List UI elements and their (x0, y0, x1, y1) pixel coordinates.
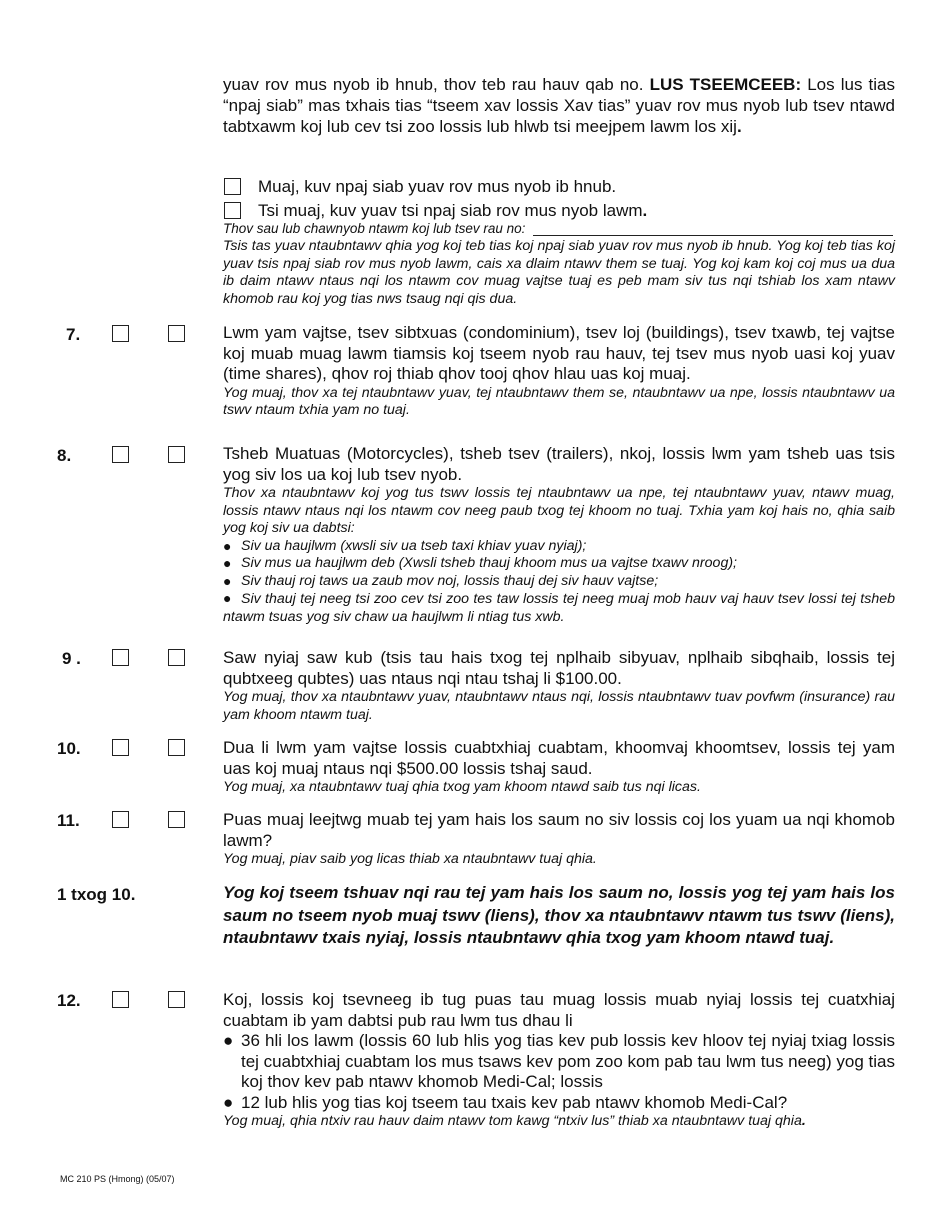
question-7-yes-checkbox[interactable] (112, 325, 129, 342)
important-label: LUS TSEEMCEEB: (649, 75, 802, 94)
option-no-period: . (642, 201, 648, 220)
bullet-dot: ● (223, 1031, 234, 1050)
question-10-no-checkbox[interactable] (168, 739, 185, 756)
question-9-text: Saw nyiaj saw kub (tsis tau hais txog tej nplhaib sibyuav, nplhaib sibqhaib, lossis tej qubtxeeg qubtes) uas ntaus nqi ntau tshaj li $100.00. (223, 648, 895, 688)
question-8-note: Thov xa ntaubntawv koj yog tus tswv lossis tej ntaubntawv ua npe, tej ntaubntawv yuav, ntawv muag, lossis ntawv ntaus nqi los ntawm cov neeg paub txog tej khoom no tuaj. Txhia yam koj hais no, qhia saib yog koj siv ua dabtsi: (223, 485, 895, 536)
question-12-bullet-1: ● 36 hli los lawm (lossis 60 lub hlis yog tias kev pub lossis kev hloov tej nyiaj txiag lossis tej cuabtxhiaj cuabtam los mus tsaws kev pom zoo kom pab tau lwm tus neeg) yog tias koj thov kev pab ntawv khomob Medi-Cal; lossis (223, 1031, 895, 1091)
question-12-number: 12. (57, 991, 81, 1010)
question-7-no-checkbox[interactable] (168, 325, 185, 342)
bullet-dot: ● (223, 590, 232, 606)
question-8-text: Tsheb Muatuas (Motorcycles), tsheb tsev (trailers), nkoj, lossis lwm yam tsheb uas tsis yog siv los ua koj lub tsev nyob. (223, 444, 895, 484)
question-9-number: 9 . (62, 649, 81, 668)
question-8 (223, 444, 895, 626)
intro-note: Tsis tas yuav ntaubntawv qhia yog koj teb tias koj npaj siab yuav rov mus nyob ib hnub. Yog koj teb tias koj yuav tsis npaj siab rov mus nyob lawm, cais xa dlaim ntawv them se tuaj. Yog koj kam koj coj mus ua dua ib daim ntawv ntaus nqi los ntawm cov muag vajtse tuaj es peb mam siv tus nqi tshiab los xam ntawv khomob rau koj yog tias nws tsaug nqi qis dua. (223, 238, 895, 307)
question-8-bullet-1: ● Siv ua haujlwm (xwsli siv ua tseb taxi khiav yuav nyiaj); (223, 537, 587, 554)
question-11-yes-checkbox[interactable] (112, 811, 129, 828)
intro-text-b: Los lus tias “npaj siab” mas txhais tias “tseem xav lossis Xav tias” yuav rov mus nyob lub tsev ntawd tabtxawm koj lub cev tsi zoo lossis lub hlwb tsi meejpem lawm los xij (223, 75, 895, 136)
question-7-text: Lwm yam vajtse, tsev sibtxuas (condominium), tsev loj (buildings), tsev txawb, tej vajtse koj muab muag lawm tiamsis koj tseem nyob rau hauv, tej tsev mus nyob uasi koj yuav (time shares), qhov roj thiab qhov tooj qhov hlau uas koj muaj. (223, 323, 895, 383)
summary-label: 1 txog 10. (57, 885, 136, 904)
question-10-text: Dua li lwm yam vajtse lossis cuabtxhiaj cuabtam, khoomvaj khoomtsev, lossis tej yam uas koj muaj ntaus nqi $500.00 lossis tshaj saud. (223, 738, 895, 778)
question-10-number: 10. (57, 739, 81, 758)
question-8-number: 8. (57, 446, 72, 465)
question-8-yes-checkbox[interactable] (112, 446, 129, 463)
option-yes-checkbox[interactable] (224, 178, 241, 195)
bullet-dot: ● (223, 1092, 234, 1112)
question-9 (223, 648, 895, 724)
intro-period: . (736, 117, 742, 136)
bullet-dot: ● (223, 537, 232, 554)
bullet-dot: ● (223, 555, 232, 571)
summary-text: Yog koj tseem tshuav nqi rau tej yam hais los saum no, lossis yog tej yam hais los saum no tseem nyob muaj tswv (liens), thov xa ntaubntawv ntawm tus tswv (liens), ntaubntawv txais nyiaj, lossis ntaubntawv qhia txog yam khoom ntawd tuaj. (223, 883, 895, 947)
option-no-row (224, 200, 647, 221)
question-12-bullet-2: ● 12 lub hlis yog tias koj tseem tau txais kev pab ntawv khomob Medi-Cal? (223, 1092, 788, 1112)
intro-text-a: yuav rov mus nyob ib hnub, thov teb rau hauv qab no. (223, 75, 650, 94)
question-8-bullet-2: ● Siv mus ua haujlwm deb (Xwsli tsheb thauj khoom mus ua vajtse txawv nroog); (223, 555, 737, 571)
question-7-note: Yog muaj, thov xa tej ntaubntawv yuav, tej ntaubntawv them se, ntaubntawv ua npe, lossis ntaubntawv ua tswv ntaum txhia yam no tuaj. (223, 384, 895, 418)
question-10-yes-checkbox[interactable] (112, 739, 129, 756)
question-12-note: Yog muaj, qhia ntxiv rau hauv daim ntawv tom kawg “ntxiv lus” thiab xa ntaubntawv tuaj qhia. (223, 1113, 806, 1129)
question-10-note: Yog muaj, xa ntaubntawv tuaj qhia txog yam khoom ntawd saib tus nqi licas. (223, 779, 701, 795)
question-11-note: Yog muaj, piav saib yog licas thiab xa ntaubntawv tuaj qhia. (223, 851, 597, 867)
question-11-no-checkbox[interactable] (168, 811, 185, 828)
question-12-yes-checkbox[interactable] (112, 991, 129, 1008)
option-yes-row (224, 176, 616, 197)
question-8-no-checkbox[interactable] (168, 446, 185, 463)
phone-row (223, 221, 895, 236)
question-7 (223, 323, 895, 420)
question-9-note: Yog muaj, thov xa ntaubntawv yuav, ntaubntawv ntaus nqi, lossis ntaubntawv tuav povfwm (insurance) rau yam khoom ntawm tuaj. (223, 689, 895, 723)
question-12-no-checkbox[interactable] (168, 991, 185, 1008)
form-id-footer: MC 210 PS (Hmong) (05/07) (60, 1174, 175, 1184)
question-12-text: Koj, lossis koj tsevneeg ib tug puas tau muag lossis muab nyiaj lossis tej cuatxhiaj cuabtam ib yam dabtsi pub rau lwm tus dhau li (223, 990, 895, 1030)
intro-paragraph (223, 74, 895, 137)
option-yes-label: Muaj, kuv npaj siab yuav rov mus nyob ib hnub. (258, 177, 617, 196)
question-11 (223, 810, 895, 869)
bullet-dot: ● (223, 572, 232, 589)
question-10 (223, 738, 895, 797)
question-7-number: 7. (66, 325, 81, 344)
question-12 (223, 990, 895, 1131)
question-9-no-checkbox[interactable] (168, 649, 185, 666)
option-no-label: Tsi muaj, kuv yuav tsi npaj siab rov mus nyob lawm (258, 201, 643, 220)
phone-input-line[interactable] (533, 222, 893, 236)
question-8-bullet-3: ● Siv thauj roj taws ua zaub mov noj, lossis thauj dej siv hauv vajtse; (223, 572, 659, 589)
question-11-text: Puas muaj leejtwg muab tej yam hais los saum no siv lossis coj los yuam ua nqi khomob lawm? (223, 810, 895, 850)
question-11-number: 11. (57, 811, 80, 830)
question-8-bullet-4: ● Siv thauj tej neeg tsi zoo cev tsi zoo tes taw lossis tej neeg muaj mob hauv vaj hauv tsev lossi tej tsheb ntawm tsuas yog siv chaw ua haujlwm li ntiag tus xwb. (223, 590, 895, 625)
phone-label: Thov sau lub chawnyob ntawm koj lub tsev rau no: (223, 221, 526, 236)
option-no-checkbox[interactable] (224, 202, 241, 219)
question-9-yes-checkbox[interactable] (112, 649, 129, 666)
